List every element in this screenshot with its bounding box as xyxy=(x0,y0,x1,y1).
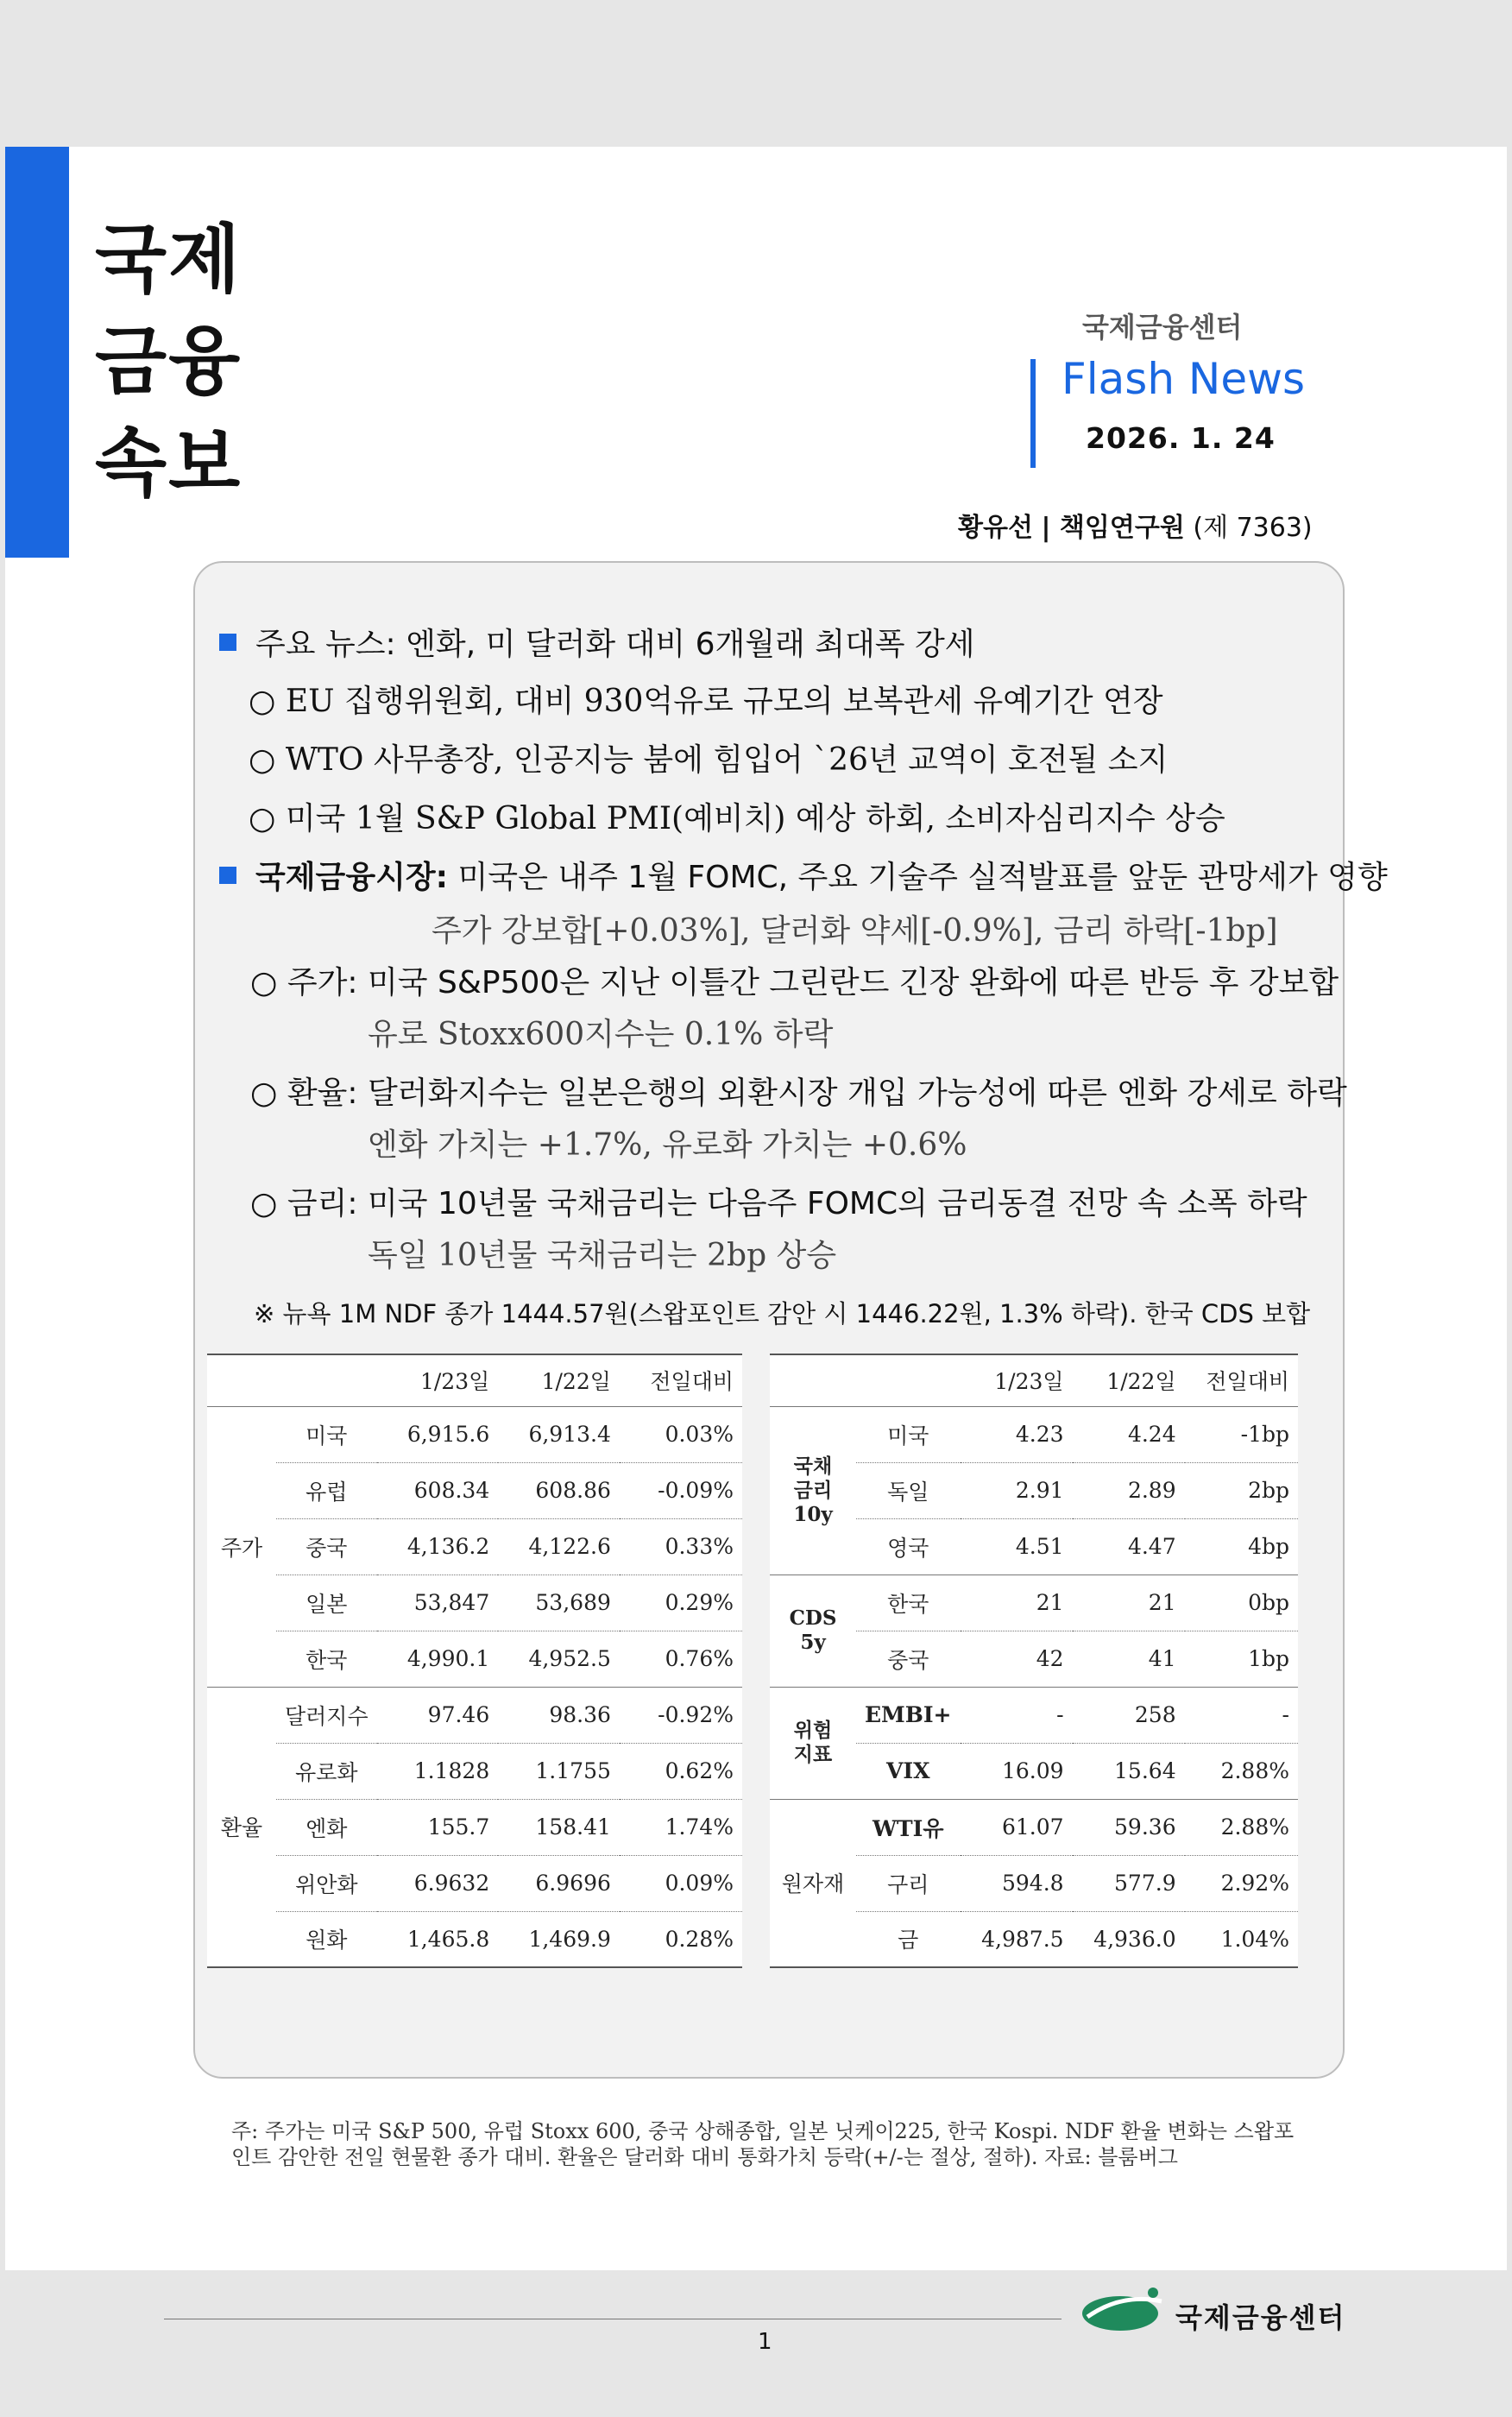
market-headline: 미국은 내주 1월 FOMC, 주요 기술주 실적발표를 앞둔 관망세가 영향 xyxy=(457,860,1388,895)
title-line-2: 금융 xyxy=(95,319,243,405)
table-row: 엔화 155.7 158.41 1.74% xyxy=(207,1799,742,1855)
group-label: 주가 xyxy=(207,1406,276,1687)
table-row: CDS 5y 한국 21 21 0bp xyxy=(770,1575,1298,1631)
col-header: 1/23일 xyxy=(377,1354,499,1406)
table-row: 유럽 608.34 608.86 -0.09% xyxy=(207,1462,742,1518)
group-label: 환율 xyxy=(207,1687,276,1967)
table-footnote: 주: 주가는 미국 S&P 500, 유럽 Stoxx 600, 중국 상해종합, 일본 닛케이225, 한국 Kospi. NDF 환율 변화는 스왑포인트 감안한 전일 현물환 종가 대비. 환율은 달러화 대비 통화가치 등락(+/-는 절상, 절하). 자료: 블룸버그 xyxy=(231,2119,1295,2169)
fx-line-2: 엔화 가치는 +1.7%, 유로화 가치는 +0.6% xyxy=(368,1127,967,1163)
group-label: 원자재 xyxy=(770,1799,856,1967)
org-name: 국제금융센터 xyxy=(1082,311,1243,344)
group-label: 위험 지표 xyxy=(770,1687,856,1799)
col-header: 1/22일 xyxy=(1073,1354,1185,1406)
stock-line-2: 유로 Stoxx600지수는 0.1% 하락 xyxy=(368,1017,834,1052)
table-row: 독일 2.91 2.89 2bp xyxy=(770,1462,1298,1518)
news-bullet-1: ○ EU 집행위원회, 대비 930억유로 규모의 보복관세 유예기간 연장 xyxy=(249,684,1163,719)
series-name: Flash News xyxy=(1062,354,1306,404)
square-bullet-icon xyxy=(219,867,236,884)
table-row: VIX 16.09 15.64 2.88% xyxy=(770,1743,1298,1799)
title-line-3: 속보 xyxy=(95,420,243,507)
market-summary: 국제금융시장: 미국은 내주 1월 FOMC, 주요 기술주 실적발표를 앞둔 관망세가 영향 xyxy=(219,853,1388,897)
market-sub: 주가 강보합[+0.03%], 달러화 약세[-0.9%], 금리 하락[-1bp] xyxy=(432,913,1278,949)
table-row: 원화 1,465.8 1,469.9 0.28% xyxy=(207,1911,742,1967)
header-divider xyxy=(1030,359,1036,468)
kcif-logo-icon xyxy=(1079,2284,1169,2334)
table-row: 원자재 WTI유 61.07 59.36 2.88% xyxy=(770,1799,1298,1855)
table-row: 한국 4,990.1 4,952.5 0.76% xyxy=(207,1631,742,1687)
right-market-table xyxy=(770,1354,1298,1968)
table-row: 영국 4.51 4.47 4bp xyxy=(770,1518,1298,1575)
report-page xyxy=(5,147,1507,2355)
table-row: 위험 지표 EMBI+ - 258 - xyxy=(770,1687,1298,1743)
title-line-1: 국제 xyxy=(95,217,243,303)
author-title: 책임연구원 xyxy=(1059,513,1185,543)
issue-number: (제 7363) xyxy=(1193,513,1313,543)
report-date: 2026. 1. 24 xyxy=(1086,421,1276,455)
rate-line-1: ○ 금리: 미국 10년물 국채금리는 다음주 FOMC의 금리동결 전망 속 소폭 하락 xyxy=(250,1186,1307,1221)
table-row: 구리 594.8 577.9 2.92% xyxy=(770,1855,1298,1911)
fx-line-1: ○ 환율: 달러화지수는 일본은행의 외환시장 개입 가능성에 따른 엔화 강세로 하락 xyxy=(250,1076,1347,1111)
table-row: 국채 금리 10y 미국 4.23 4.24 -1bp xyxy=(770,1406,1298,1462)
table-row: 주가 미국 6,915.6 6,913.4 0.03% xyxy=(207,1406,742,1462)
table-row: 중국 42 41 1bp xyxy=(770,1631,1298,1687)
table-row: 유로화 1.1828 1.1755 0.62% xyxy=(207,1743,742,1799)
square-bullet-icon xyxy=(219,634,236,651)
news-bullet-3: ○ 미국 1월 S&P Global PMI(예비치) 예상 하회, 소비자심리지수 상승 xyxy=(249,801,1225,836)
table-row: 금 4,987.5 4,936.0 1.04% xyxy=(770,1911,1298,1967)
stock-line-1: ○ 주가: 미국 S&P500은 지난 이틀간 그린란드 긴장 완화에 따른 반등 후 강보합 xyxy=(250,965,1339,1000)
author-line: 황유선 | 책임연구원 (제 7363) xyxy=(958,513,1313,543)
col-header: 전일대비 xyxy=(620,1354,742,1406)
rate-line-2: 독일 10년물 국채금리는 2bp 상승 xyxy=(368,1238,837,1273)
report-title xyxy=(95,209,242,514)
author-name: 황유선 xyxy=(958,513,1033,543)
col-header: 1/22일 xyxy=(498,1354,620,1406)
main-news-headline: 엔화, 미 달러화 대비 6개월래 최대폭 강세 xyxy=(406,627,975,662)
table-row: 중국 4,136.2 4,122.6 0.33% xyxy=(207,1518,742,1575)
col-header: 전일대비 xyxy=(1185,1354,1298,1406)
footer-logo-text: 국제금융센터 xyxy=(1175,2301,1346,2334)
table-row: 위안화 6.9632 6.9696 0.09% xyxy=(207,1855,742,1911)
table-row: 일본 53,847 53,689 0.29% xyxy=(207,1575,742,1631)
group-label: CDS 5y xyxy=(770,1575,856,1687)
group-label: 국채 금리 10y xyxy=(770,1406,856,1575)
main-news: 주요 뉴스: 엔화, 미 달러화 대비 6개월래 최대폭 강세 xyxy=(219,620,975,664)
accent-bar xyxy=(5,147,69,558)
left-market-table xyxy=(207,1354,742,1968)
news-bullet-2: ○ WTO 사무총장, 인공지능 붐에 힘입어 `26년 교역이 호전될 소지 xyxy=(249,742,1169,778)
page-number: 1 xyxy=(758,2329,772,2355)
table-row: 환율 달러지수 97.46 98.36 -0.92% xyxy=(207,1687,742,1743)
col-header: 1/23일 xyxy=(961,1354,1073,1406)
ndf-note: ※ 뉴욕 1M NDF 종가 1444.57원(스왑포인트 감안 시 1446.22원, 1.3% 하락). 한국 CDS 보합 xyxy=(254,1299,1311,1328)
